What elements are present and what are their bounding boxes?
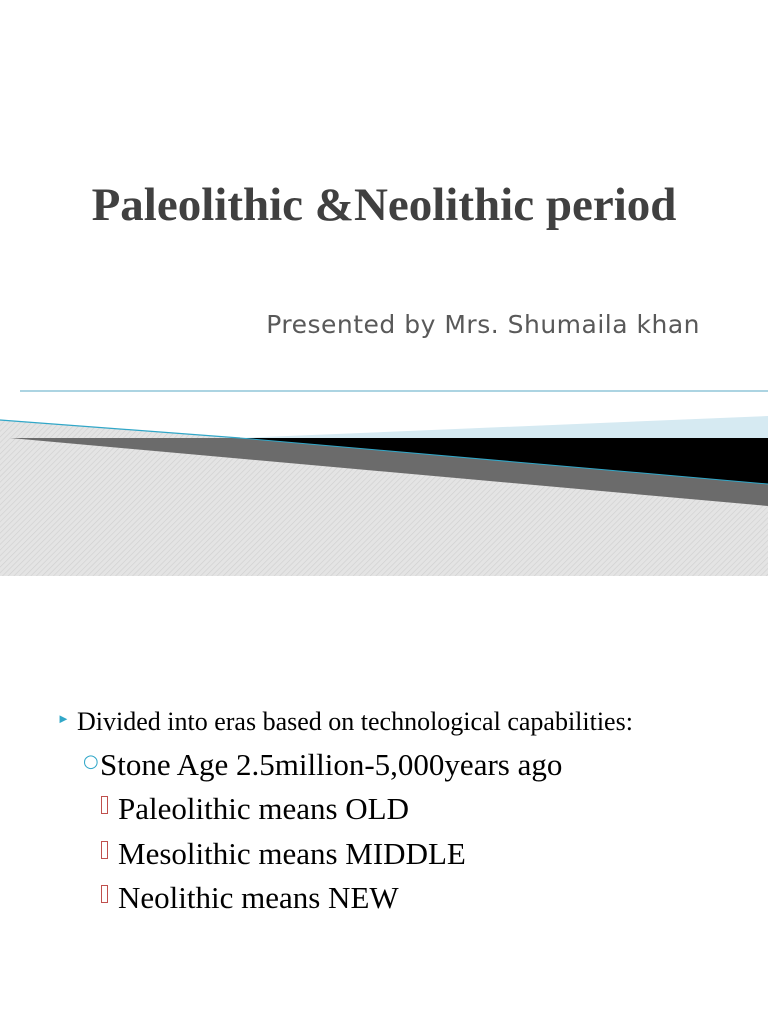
- sub-bullet: [118, 791, 409, 827]
- light-blue-wedge: [240, 416, 768, 438]
- bullet-level1-text: Divided into eras based on technological capabilities:: [77, 707, 633, 736]
- sub-bullet: [118, 836, 466, 872]
- sub-bullet-text: Paleolithic means OLD: [118, 791, 409, 826]
- slide-title: Paleolithic &Neolithic period: [91, 179, 677, 231]
- decorative-band: [0, 380, 768, 576]
- bullet-list: [0, 576, 768, 1024]
- triangle-bullet-icon: ►: [57, 711, 70, 726]
- sub-bullet: [118, 880, 399, 916]
- box-bullet-icon: [101, 885, 108, 903]
- box-bullet-icon: [101, 841, 108, 859]
- bullet-level2: [83, 747, 563, 783]
- bullet-level1: [57, 707, 633, 737]
- slide-subtitle: Presented by Mrs. Shumaila khan: [266, 310, 700, 339]
- sub-bullet-text: Mesolithic means MIDDLE: [118, 836, 466, 871]
- bullet-level2-text: Stone Age 2.5million-5,000years ago: [100, 747, 563, 782]
- circle-bullet-icon: ○: [83, 751, 99, 772]
- content-slide: [0, 576, 768, 1024]
- box-bullet-icon: [101, 796, 108, 814]
- sub-bullet-text: Neolithic means NEW: [118, 880, 399, 915]
